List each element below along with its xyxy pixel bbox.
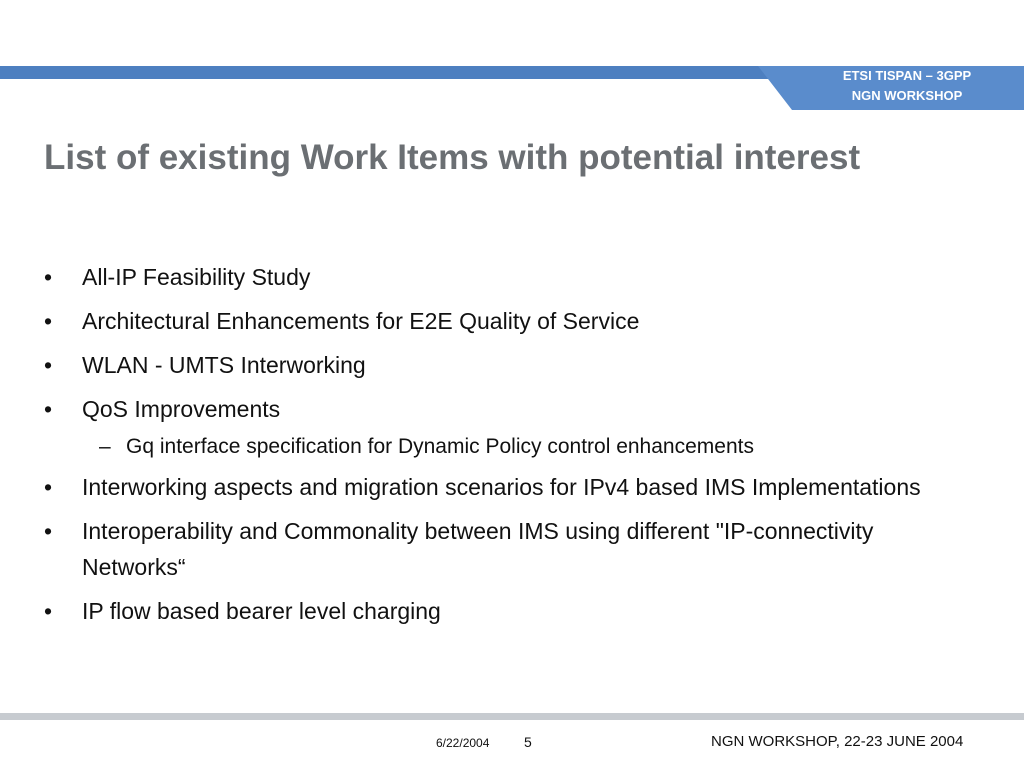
bullet-dot-icon: • bbox=[44, 598, 53, 624]
badge-line-1: ETSI TISPAN – 3GPP bbox=[842, 68, 972, 83]
bullet-dot-icon: • bbox=[44, 352, 53, 378]
dash-icon: – bbox=[99, 435, 111, 458]
bullet-text: QoS Improvements bbox=[82, 396, 281, 422]
sub-bullet-item bbox=[44, 431, 964, 463]
bullet-item bbox=[44, 593, 964, 629]
bullet-item bbox=[44, 469, 964, 505]
bullet-dot-icon: • bbox=[44, 474, 53, 500]
sub-bullet-text: Gq interface specification for Dynamic Policy control enhancements bbox=[126, 435, 754, 458]
bullet-item bbox=[44, 513, 964, 585]
bullet-text: Architectural Enhancements for E2E Quality of Service bbox=[82, 308, 640, 334]
footer-date: 6/22/2004 bbox=[436, 736, 490, 750]
bullet-text: All-IP Feasibility Study bbox=[82, 264, 311, 290]
bullet-text: Interoperability and Commonality between IMS using different "IP-connectivity Networks“ bbox=[82, 518, 874, 580]
footer-page-number: 5 bbox=[524, 734, 532, 750]
badge-line-2: NGN WORKSHOP bbox=[851, 88, 963, 103]
bullet-item bbox=[44, 391, 964, 427]
bullet-text: WLAN - UMTS Interworking bbox=[82, 352, 366, 378]
footer-event-name: NGN WORKSHOP, 22-23 JUNE 2004 bbox=[711, 733, 964, 750]
bullet-item bbox=[44, 347, 964, 383]
bullet-dot-icon: • bbox=[44, 264, 53, 290]
header-badge-text bbox=[812, 66, 1002, 106]
slide-title: List of existing Work Items with potential interest bbox=[44, 138, 861, 177]
bullet-dot-icon: • bbox=[44, 308, 53, 334]
bullet-text: IP flow based bearer level charging bbox=[82, 598, 441, 624]
bullet-text: Interworking aspects and migration scenarios for IPv4 based IMS Implementations bbox=[82, 474, 921, 500]
footer-band bbox=[0, 713, 1024, 720]
bullet-list bbox=[44, 259, 964, 637]
bullet-dot-icon: • bbox=[44, 396, 53, 422]
bullet-item bbox=[44, 303, 964, 339]
bullet-item bbox=[44, 259, 964, 295]
bullet-dot-icon: • bbox=[44, 518, 53, 544]
